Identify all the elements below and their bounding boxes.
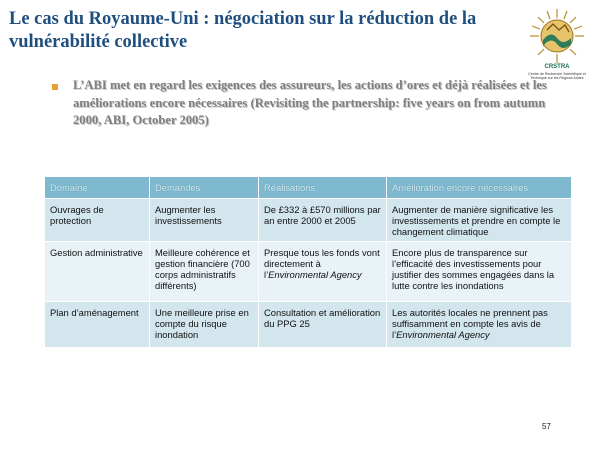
cell-request: Une meilleure prise en compte du risque inondation (150, 302, 259, 348)
cell-domain: Ouvrages de protection (45, 199, 150, 242)
cell-achieved (259, 242, 387, 302)
header-requests: Demandes (150, 177, 259, 199)
logo-name: CRSTRA (544, 64, 570, 70)
table-row (45, 242, 571, 302)
logo-subtitle: Centre de Recherche Scientifique et Technique sur les Régions Arides (528, 72, 586, 81)
table-row (45, 199, 571, 242)
page-number: 57 (542, 422, 551, 431)
cell-domain: Plan d’aménagement (45, 302, 150, 348)
cell-improvement-text: Encore plus de transparence sur l’efficacité des investissements pour justifier des sommes engagées dans la lutte contre les inondations (392, 247, 555, 291)
table-header-row (45, 177, 571, 199)
slide-title: Le cas du Royaume-Uni : négociation sur la réduction de la vulnérabilité collective (9, 9, 477, 52)
bullet-marker (52, 84, 58, 90)
sun-emblem-icon (520, 6, 594, 64)
cell-achieved: De £332 à £570 millions par an entre 2000 et 2005 (259, 199, 387, 242)
cell-achieved-text: Presque tous les fonds vont directement à l’ (264, 247, 380, 280)
cell-improvement-text: Les autorités locales ne prennent pas suffisamment en compte les avis de l’ (392, 307, 548, 340)
header-achievements: Réalisations (259, 177, 387, 199)
cell-request: Augmenter les investissements (150, 199, 259, 242)
cell-improvement (387, 302, 571, 348)
comparison-table (44, 177, 571, 348)
cell-improvement-agency: Environmental Agency (396, 329, 490, 340)
table-row (45, 302, 571, 348)
cell-improvement (387, 242, 571, 302)
cell-achieved: Consultation et amélioration du PPG 25 (259, 302, 387, 348)
cell-domain: Gestion administrative (45, 242, 150, 302)
cell-improvement (387, 199, 571, 242)
cell-improvement-text: Augmenter de manière significative les investissements et prendre en compte le changement climatique (392, 204, 561, 237)
cell-achieved-agency: Environmental Agency (268, 269, 362, 280)
cell-request: Meilleure cohérence et gestion financière (700 corps administratifs différents) (150, 242, 259, 302)
header-domain: Domaine (45, 177, 150, 199)
bullet-text: L’ABI met en regard les exigences des assureurs, les actions d’ores et déjà réalisées et les améliorations encore nécessaires (Revisiting the partnership: five years on from autumn 2000, ABI, October 2005) (73, 78, 547, 127)
header-improvements: Amélioration encore nécessaires (387, 177, 571, 199)
